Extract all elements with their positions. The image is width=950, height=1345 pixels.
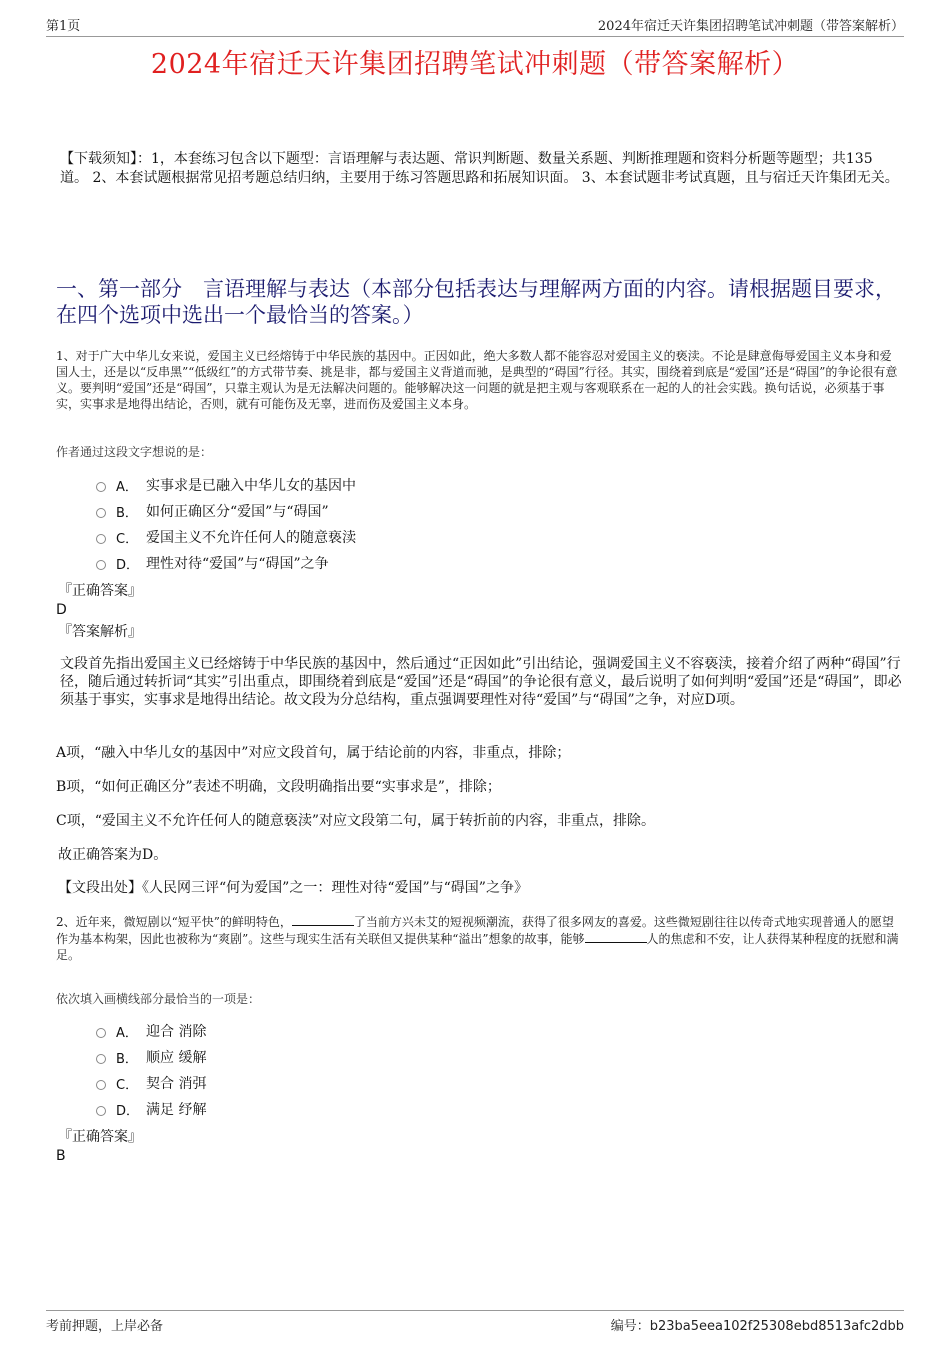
- question-1-option-c[interactable]: C． 爱国主义不允许任何人的随意亵渎: [96, 524, 356, 550]
- question-1-option-d[interactable]: D． 理性对待“爱国”与“碍国”之争: [96, 550, 356, 576]
- question-2-option-a[interactable]: A． 迎合 消除: [96, 1018, 206, 1044]
- question-2-option-c[interactable]: C． 契合 消弭: [96, 1070, 206, 1096]
- question-1-prompt: 作者通过这段文字想说的是：: [56, 445, 213, 459]
- question-2-text: 2、近年来，微短剧以“短平快”的鲜明特色， 了当前方兴未艾的短视频潮流，获得了很多网友的喜爱。这些微短剧往往以传奇式地实现普通人的愿望作为基本构架，因此也被称为“爽剧”。这些与现实生活有关联但又提供某种“溢出”想象的故事，能够 人的焦虑和不安，让人获得某种程度的抚慰和满足。: [56, 915, 899, 962]
- footer-slogan: 考前押题，上岸必备: [46, 1319, 164, 1334]
- question-1-analysis-a: A项，“融入中华儿女的基因中”对应文段首句，属于结论前的内容，非重点，排除；: [56, 745, 571, 761]
- question-1-analysis-main: 文段首先指出爱国主义已经熔铸于中华民族的基因中，然后通过“正因如此”引出结论，强调爱国主义不容亵渎，接着介绍了两种“碍国”行径，随后通过转折词“其实”引出重点，即围绕着到底是“爱国”还是“碍国”的争论很有意义，最后说明了如何判明“爱国”还是“碍国”，即必须基于事实，实事求是地得出结论。故文段为分总结构，重点强调要理性对待“爱国”与“碍国”之争，对应D项。: [60, 656, 902, 708]
- question-1-options: [96, 472, 356, 576]
- question-2-prompt: 依次填入画横线部分最恰当的一项是：: [56, 992, 261, 1006]
- question-1-option-b[interactable]: B． 如何正确区分“爱国”与“碍国”: [96, 498, 356, 524]
- section-heading: 一、第一部分 言语理解与表达（本部分包括表达与理解两方面的内容。请根据题目要求，在四个选项中选出一个最恰当的答案。）: [56, 277, 896, 327]
- question-1-option-a[interactable]: A． 实事求是已融入中华儿女的基因中: [96, 472, 356, 498]
- question-2-answer: B: [56, 1148, 66, 1164]
- question-1-answer-label: 『正确答案』: [58, 583, 142, 599]
- page-header: [46, 14, 904, 37]
- question-1-source: 【文段出处】《人民网三评“何为爱国”之一：理性对待“爱国”与“碍国”之争》: [58, 880, 528, 896]
- fill-blank-2[interactable]: [585, 930, 647, 943]
- radio-icon[interactable]: [96, 534, 106, 544]
- question-2-option-b[interactable]: B． 顺应 缓解: [96, 1044, 206, 1070]
- question-1-analysis-label: 『答案解析』: [58, 624, 142, 640]
- radio-icon[interactable]: [96, 1028, 106, 1038]
- question-1-analysis-b: B项，“如何正确区分”表述不明确，文段明确指出要“实事求是”，排除；: [56, 779, 501, 795]
- page-number: 第1页: [46, 19, 81, 34]
- download-notice: 【下载须知】：1，本套练习包含以下题型：言语理解与表达题、常识判断题、数量关系题、判断推理题和资料分析题等题型；共135道。 2、本套试题根据常见招考题总结归纳，主要用于练习答题思路和拓展知识面。 3、本套试题非考试真题，且与宿迁天许集团无关。: [60, 151, 899, 186]
- fill-blank-1[interactable]: [292, 913, 354, 926]
- radio-icon[interactable]: [96, 560, 106, 570]
- question-2-option-d[interactable]: D． 满足 纾解: [96, 1096, 206, 1122]
- page-footer: [46, 1310, 904, 1335]
- radio-icon[interactable]: [96, 508, 106, 518]
- footer-code: 编号：b23ba5eea102f25308ebd8513afc2dbb: [610, 1319, 904, 1334]
- radio-icon[interactable]: [96, 1080, 106, 1090]
- question-1-text: 1、对于广大中华儿女来说，爱国主义已经熔铸于中华民族的基因中。正因如此，绝大多数人都不能容忍对爱国主义的亵渎。不论是肆意侮辱爱国主义本身和爱国人士，还是以“反串黑”“低级红”的方式带节奏、挑是非，都与爱国主义背道而驰，是典型的“碍国”行径。其实，围绕着到底是“爱国”还是“碍国”的争论很有意义。要判明“爱国”还是“碍国”，只靠主观认为是无法解决问题的。能够解决这一问题的就是把主观与客观联系在一起的人的社会实践。换句话说，必须基于事实，实事求是地得出结论，否则，就有可能伤及无辜，进而伤及爱国主义本身。: [56, 349, 898, 411]
- question-2-answer-label: 『正确答案』: [58, 1129, 142, 1145]
- document-title: 2024年宿迁天许集团招聘笔试冲刺题（带答案解析）: [150, 49, 800, 80]
- radio-icon[interactable]: [96, 1054, 106, 1064]
- question-1-answer: D: [56, 602, 67, 618]
- header-doc-title: 2024年宿迁天许集团招聘笔试冲刺题（带答案解析）: [597, 19, 904, 34]
- question-1-analysis-conclusion: 故正确答案为D。: [58, 847, 168, 863]
- question-1-analysis-c: C项，“爱国主义不允许任何人的随意亵渎”对应文段第二句，属于转折前的内容，非重点，排除。: [56, 813, 656, 829]
- radio-icon[interactable]: [96, 482, 106, 492]
- question-2-options: [96, 1018, 206, 1122]
- radio-icon[interactable]: [96, 1106, 106, 1116]
